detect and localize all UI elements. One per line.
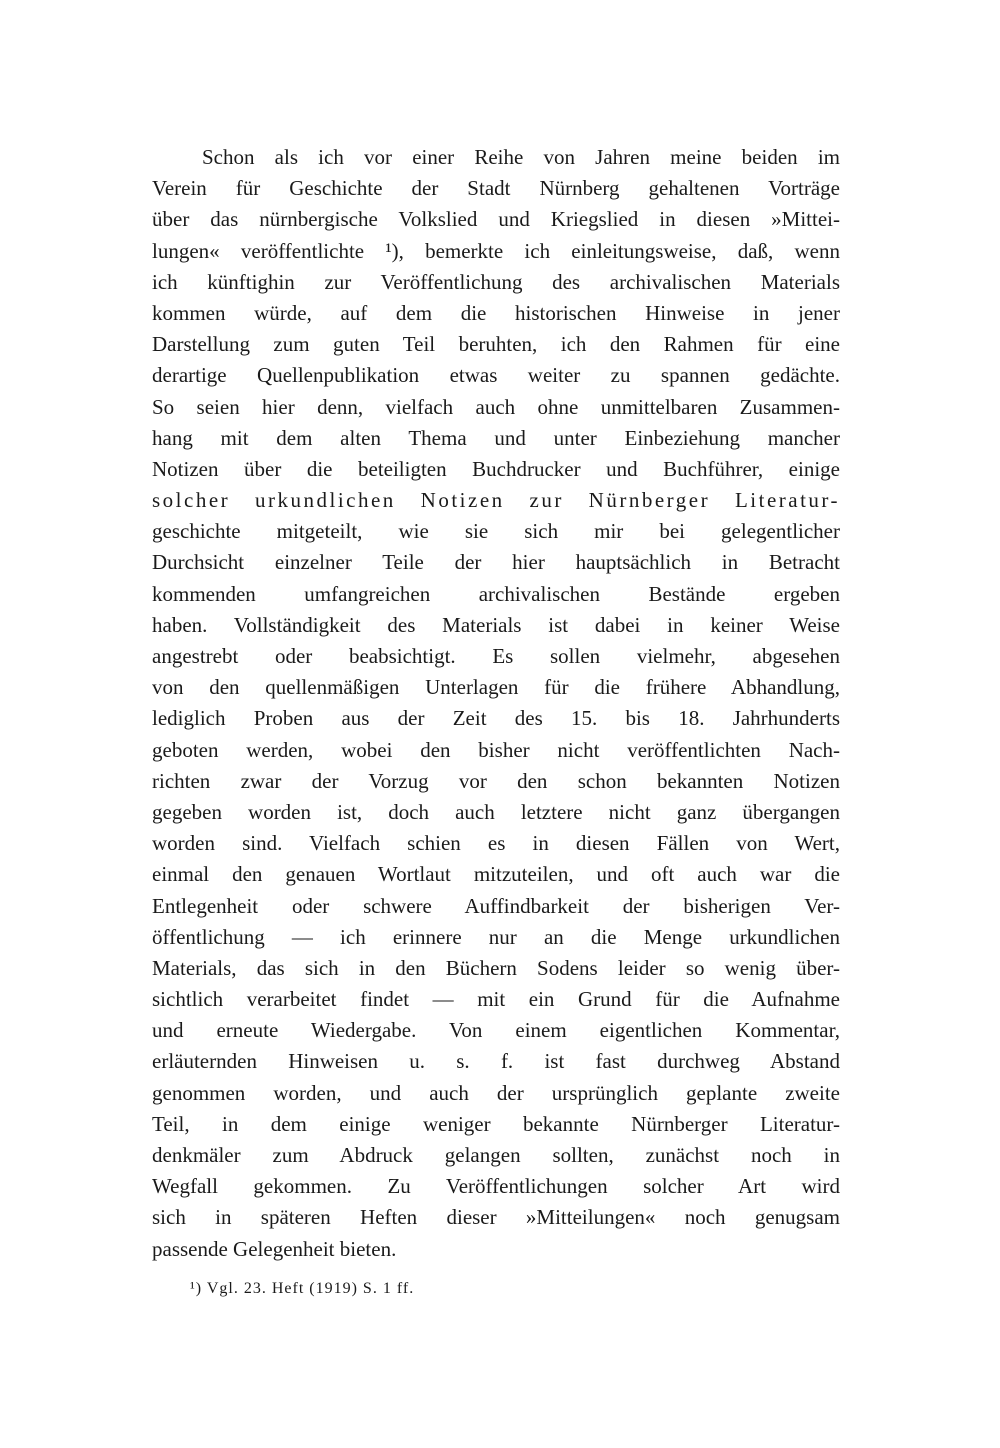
text-line: ich künftighin zur Veröffentlichung des archivalischen Materials — [152, 269, 840, 294]
text-line: sichtlich verarbeitet findet — mit ein Grund für die Aufnahme — [152, 987, 840, 1012]
text-line: sich in späteren Heften dieser »Mitteilungen« noch genugsam — [152, 1205, 840, 1230]
text-line: Wegfall gekommen. Zu Veröffentlichungen solcher Art wird — [152, 1174, 840, 1199]
text-line: lediglich Proben aus der Zeit des 15. bis 18. Jahrhunderts — [152, 706, 840, 731]
text-line: passende Gelegenheit bieten. — [152, 1236, 397, 1261]
text-line: hang mit dem alten Thema und unter Einbeziehung mancher — [152, 425, 840, 450]
body-text — [152, 142, 840, 1265]
text-line: worden sind. Vielfach schien es in diesen Fällen von Wert, — [152, 831, 840, 856]
text-line: Verein für Geschichte der Stadt Nürnberg gehaltenen Vorträge — [152, 176, 840, 201]
text-line: Notizen über die beteiligten Buchdrucker und Buchführer, einige — [152, 456, 840, 481]
text-line: richten zwar der Vorzug vor den schon bekannten Notizen — [152, 768, 840, 793]
footnote: ¹) Vgl. 23. Heft (1919) S. 1 ff. — [190, 1280, 415, 1297]
text-line: angestrebt oder beabsichtigt. Es sollen vielmehr, abgesehen — [152, 644, 840, 668]
text-line: Darstellung zum guten Teil beruhten, ich den Rahmen für eine — [152, 332, 840, 357]
text-line: Schon als ich vor einer Reihe von Jahren meine beiden im — [202, 145, 840, 169]
text-line: genommen worden, und auch der ursprünglich geplante zweite — [152, 1080, 840, 1105]
text-line: von den quellenmäßigen Unterlagen für die frühere Abhandlung, — [152, 675, 840, 700]
text-line: erläuternden Hinweisen u. s. f. ist fast durchweg Abstand — [152, 1049, 840, 1074]
text-line: öffentlichung — ich erinnere nur an die Menge urkundlichen — [152, 924, 840, 949]
text-line: Teil, in dem einige weniger bekannte Nürnberger Literatur- — [152, 1111, 840, 1136]
text-line: gegeben worden ist, doch auch letztere nicht ganz übergangen — [152, 799, 840, 824]
text-line: denkmäler zum Abdruck gelangen sollten, zunächst noch in — [152, 1143, 840, 1167]
text-line: einmal den genauen Wortlaut mitzuteilen, und oft auch war die — [152, 862, 840, 887]
text-line: derartige Quellenpublikation etwas weiter zu spannen gedächte. — [152, 363, 840, 388]
text-line: lungen« veröffentlichte ¹), bemerkte ich einleitungsweise, daß, wenn — [152, 238, 840, 263]
text-line: über das nürnbergische Volkslied und Kriegslied in diesen »Mittei- — [152, 207, 840, 232]
text-line: haben. Vollständigkeit des Materials ist dabei in keiner Weise — [152, 612, 840, 637]
text-line: und erneute Wiedergabe. Von einem eigentlichen Kommentar, — [152, 1018, 840, 1043]
text-line: kommenden umfangreichen archivalischen Bestände ergeben — [152, 581, 840, 606]
text-line: geboten werden, wobei den bisher nicht veröffentlichten Nach- — [152, 737, 840, 762]
text-line: geschichte mitgeteilt, wie sie sich mir bei gelegentlicher — [152, 519, 840, 544]
text-line: solcher urkundlichen Notizen zur Nürnberger Literatur- — [152, 488, 840, 513]
text-line: Durchsicht einzelner Teile der hier hauptsächlich in Betracht — [152, 550, 840, 575]
text-line: kommen würde, auf dem die historischen Hinweise in jener — [152, 300, 840, 325]
text-line: Materials, das sich in den Büchern Sodens leider so wenig über- — [152, 955, 840, 980]
text-line: Entlegenheit oder schwere Auffindbarkeit der bisherigen Ver- — [152, 893, 840, 918]
text-line: So seien hier denn, vielfach auch ohne unmittelbaren Zusammen- — [152, 394, 840, 419]
